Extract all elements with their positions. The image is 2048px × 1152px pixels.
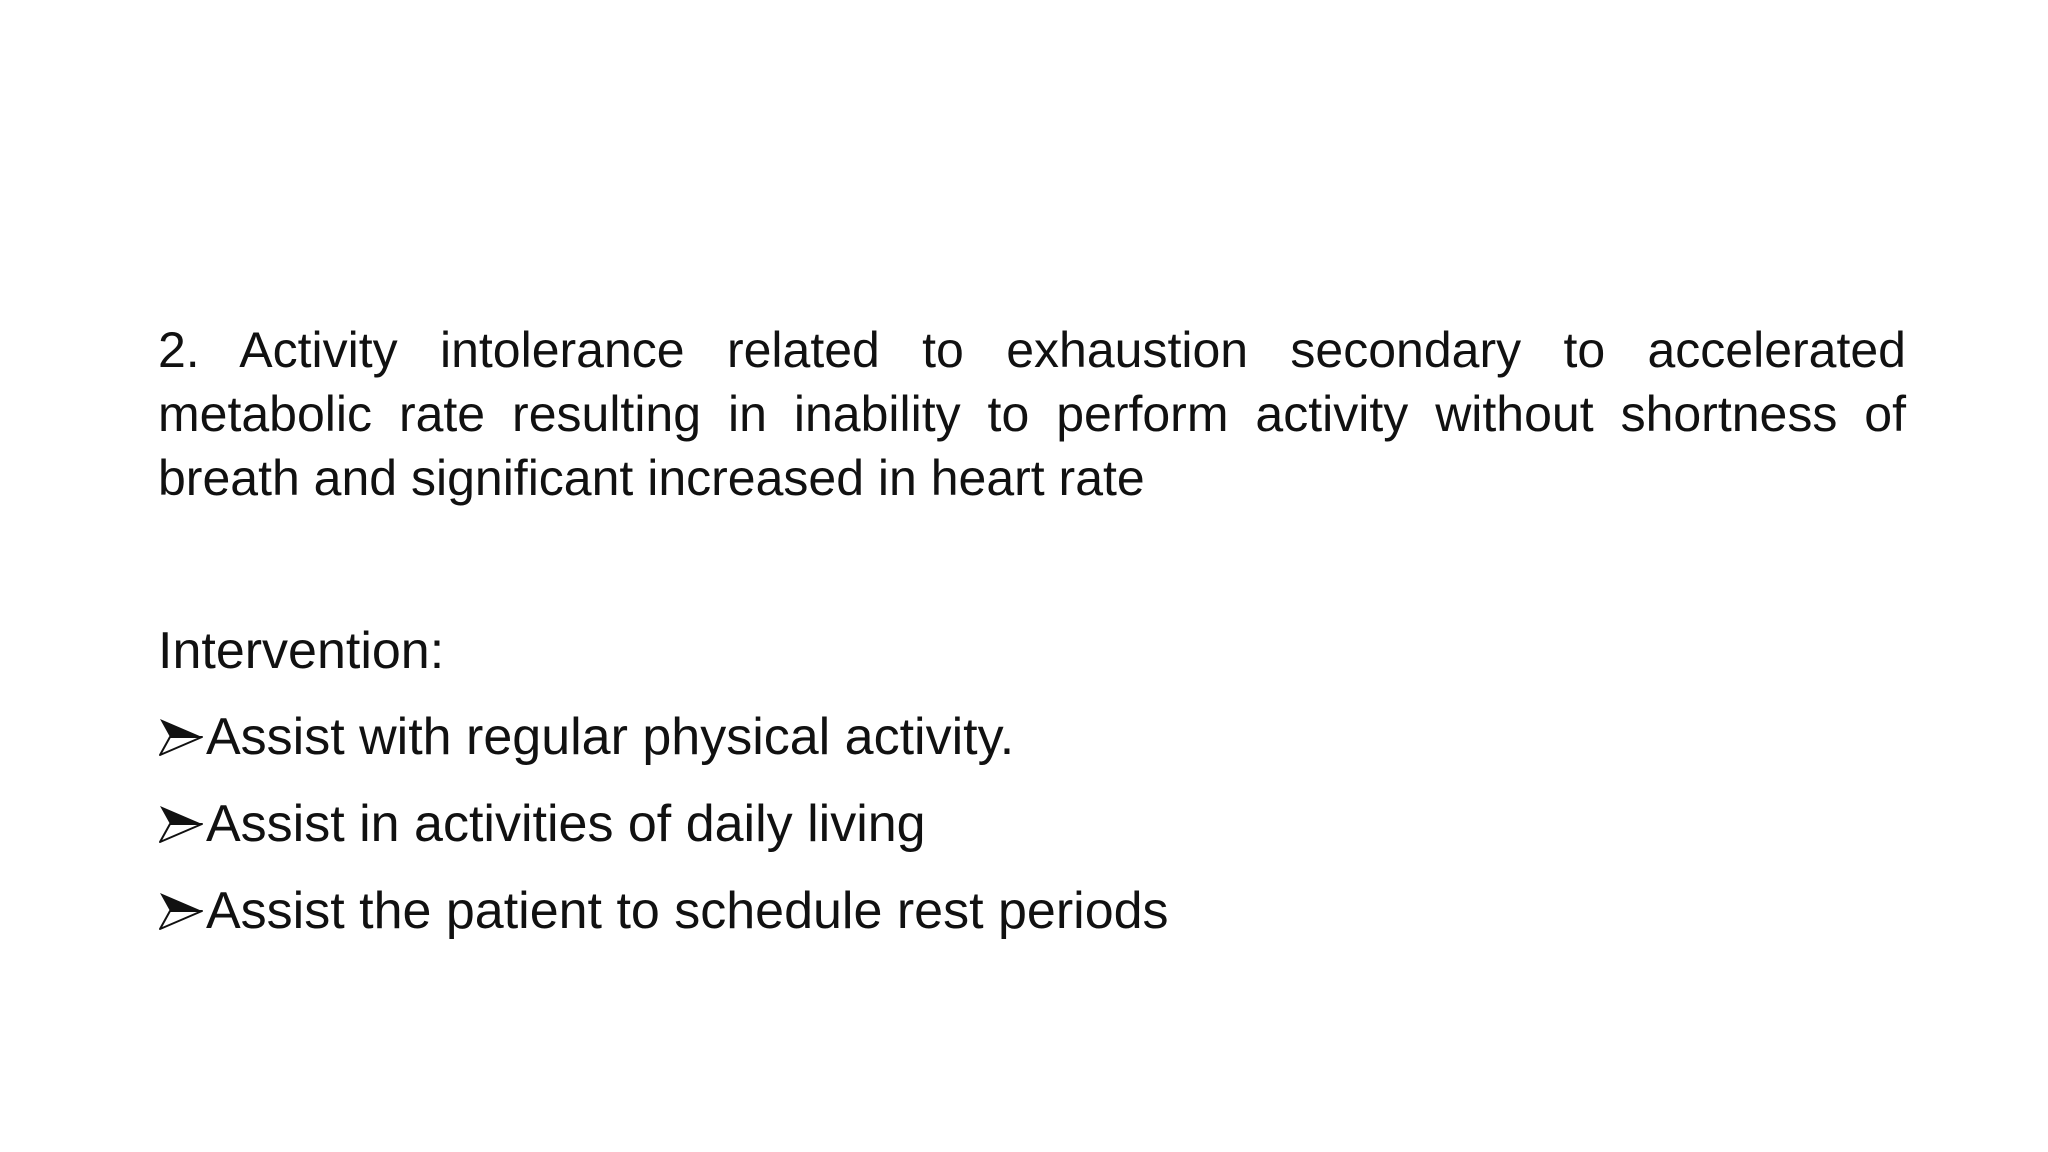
list-item [158, 789, 1169, 859]
list-item-text: Assist with regular physical activity. [206, 708, 1015, 766]
list-item [158, 876, 1169, 946]
intervention-heading: Intervention: [158, 622, 445, 680]
arrowhead-bullet-icon [158, 717, 204, 757]
intervention-list [158, 702, 1169, 963]
diagnosis-paragraph: 2. Activity intolerance related to exhaustion secondary to accelerated metabolic rate resulting in inability to perform activity without shortness of breath and significant increased in heart rate [158, 322, 1906, 506]
arrowhead-bullet-icon [158, 891, 204, 931]
list-item [158, 702, 1169, 772]
arrowhead-bullet-icon [158, 804, 204, 844]
list-item-text: Assist in activities of daily living [206, 795, 926, 853]
list-item-text: Assist the patient to schedule rest periods [206, 882, 1169, 940]
